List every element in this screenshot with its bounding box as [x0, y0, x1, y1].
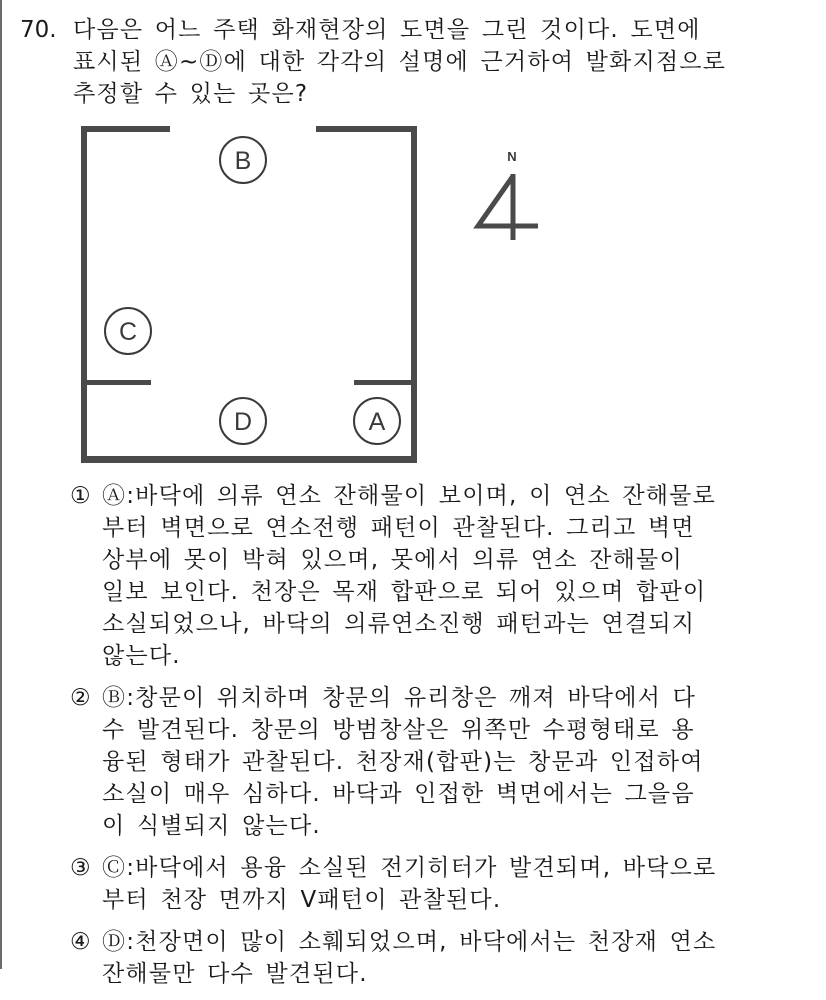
- floor-plan-drawing: [60, 110, 560, 480]
- north-label: N: [507, 149, 517, 164]
- question-number: 70.: [20, 17, 57, 43]
- option-line: Ⓓ:천장면이 많이 소훼되었으며, 바닥에서는 천장재 연소: [102, 929, 717, 955]
- option-line: 부터 벽면으로 연소전행 패턴이 관찰된다. 그리고 벽면: [102, 515, 695, 541]
- option-2[interactable]: [70, 682, 810, 842]
- option-line: 수 발견된다. 창문의 방범창살은 위쪽만 수평형태로 용: [102, 717, 695, 743]
- option-line: Ⓑ:창문이 위치하며 창문의 유리창은 깨져 바닥에서 다: [102, 685, 696, 711]
- point-label: D: [233, 408, 253, 436]
- option-text: [102, 480, 716, 672]
- point-label: C: [118, 318, 138, 346]
- option-text: [102, 926, 716, 990]
- question-line: 추정할 수 있는 곳은?: [73, 81, 309, 107]
- option-marker: ②: [70, 685, 91, 711]
- point-b: [220, 137, 266, 183]
- option-line: 않는다.: [102, 643, 181, 669]
- question-stem: [73, 14, 726, 110]
- option-line: Ⓒ:바닥에서 용융 소실된 전기히터가 발견되며, 바닥으로: [102, 855, 717, 881]
- question-line: 표시된 Ⓐ~Ⓓ에 대한 각각의 설명에 근거하여 발화지점으로: [73, 49, 727, 75]
- point-a: [354, 398, 400, 444]
- wall-north-left: [81, 126, 170, 132]
- partition-left: [84, 380, 151, 385]
- point-d: [220, 398, 266, 444]
- option-1[interactable]: [70, 480, 810, 672]
- option-4[interactable]: [70, 926, 810, 990]
- question-block: [20, 14, 810, 110]
- option-line: 이 식별되지 않는다.: [102, 813, 321, 839]
- option-text: [102, 682, 704, 842]
- option-line: 소실이 매우 심하다. 바닥과 인접한 벽면에서는 그을음: [102, 781, 695, 807]
- question-line: 다음은 어느 주택 화재현장의 도면을 그린 것이다. 도면에: [73, 17, 701, 43]
- option-text: [102, 852, 716, 916]
- point-label: B: [234, 147, 252, 175]
- wall-east: [411, 126, 417, 463]
- wall-west: [81, 126, 87, 463]
- wall-south: [81, 456, 417, 463]
- option-line: Ⓐ:바닥에 의류 연소 잔해물이 보이며, 이 연소 잔해물로: [102, 483, 717, 509]
- option-marker: ③: [70, 855, 91, 881]
- option-line: 상부에 못이 박혀 있으며, 못에서 의류 연소 잔해물이: [102, 547, 683, 573]
- option-line: 소실되었으나, 바닥의 의류연소진행 패턴과는 연결되지: [102, 611, 696, 637]
- floor-plan-figure: [60, 110, 560, 480]
- option-line: 잔해물만 다수 발견된다.: [102, 961, 368, 987]
- north-arrow-icon: [478, 149, 538, 240]
- partition-right: [354, 380, 414, 385]
- option-3[interactable]: [70, 852, 810, 916]
- option-line: 융된 형태가 관찰된다. 천장재(합판)는 창문과 인접하여: [102, 749, 704, 775]
- option-marker: ④: [70, 929, 91, 955]
- answer-options: [70, 480, 810, 1000]
- page-left-border: [0, 0, 2, 969]
- option-line: 부터 천장 면까지 V패턴이 관찰된다.: [102, 887, 502, 913]
- wall-north-right: [316, 126, 417, 132]
- point-c: [105, 308, 151, 354]
- option-line: 일보 보인다. 천장은 목재 합판으로 되어 있으며 합판이: [102, 579, 707, 605]
- point-label: A: [368, 408, 386, 436]
- option-marker: ①: [70, 483, 91, 509]
